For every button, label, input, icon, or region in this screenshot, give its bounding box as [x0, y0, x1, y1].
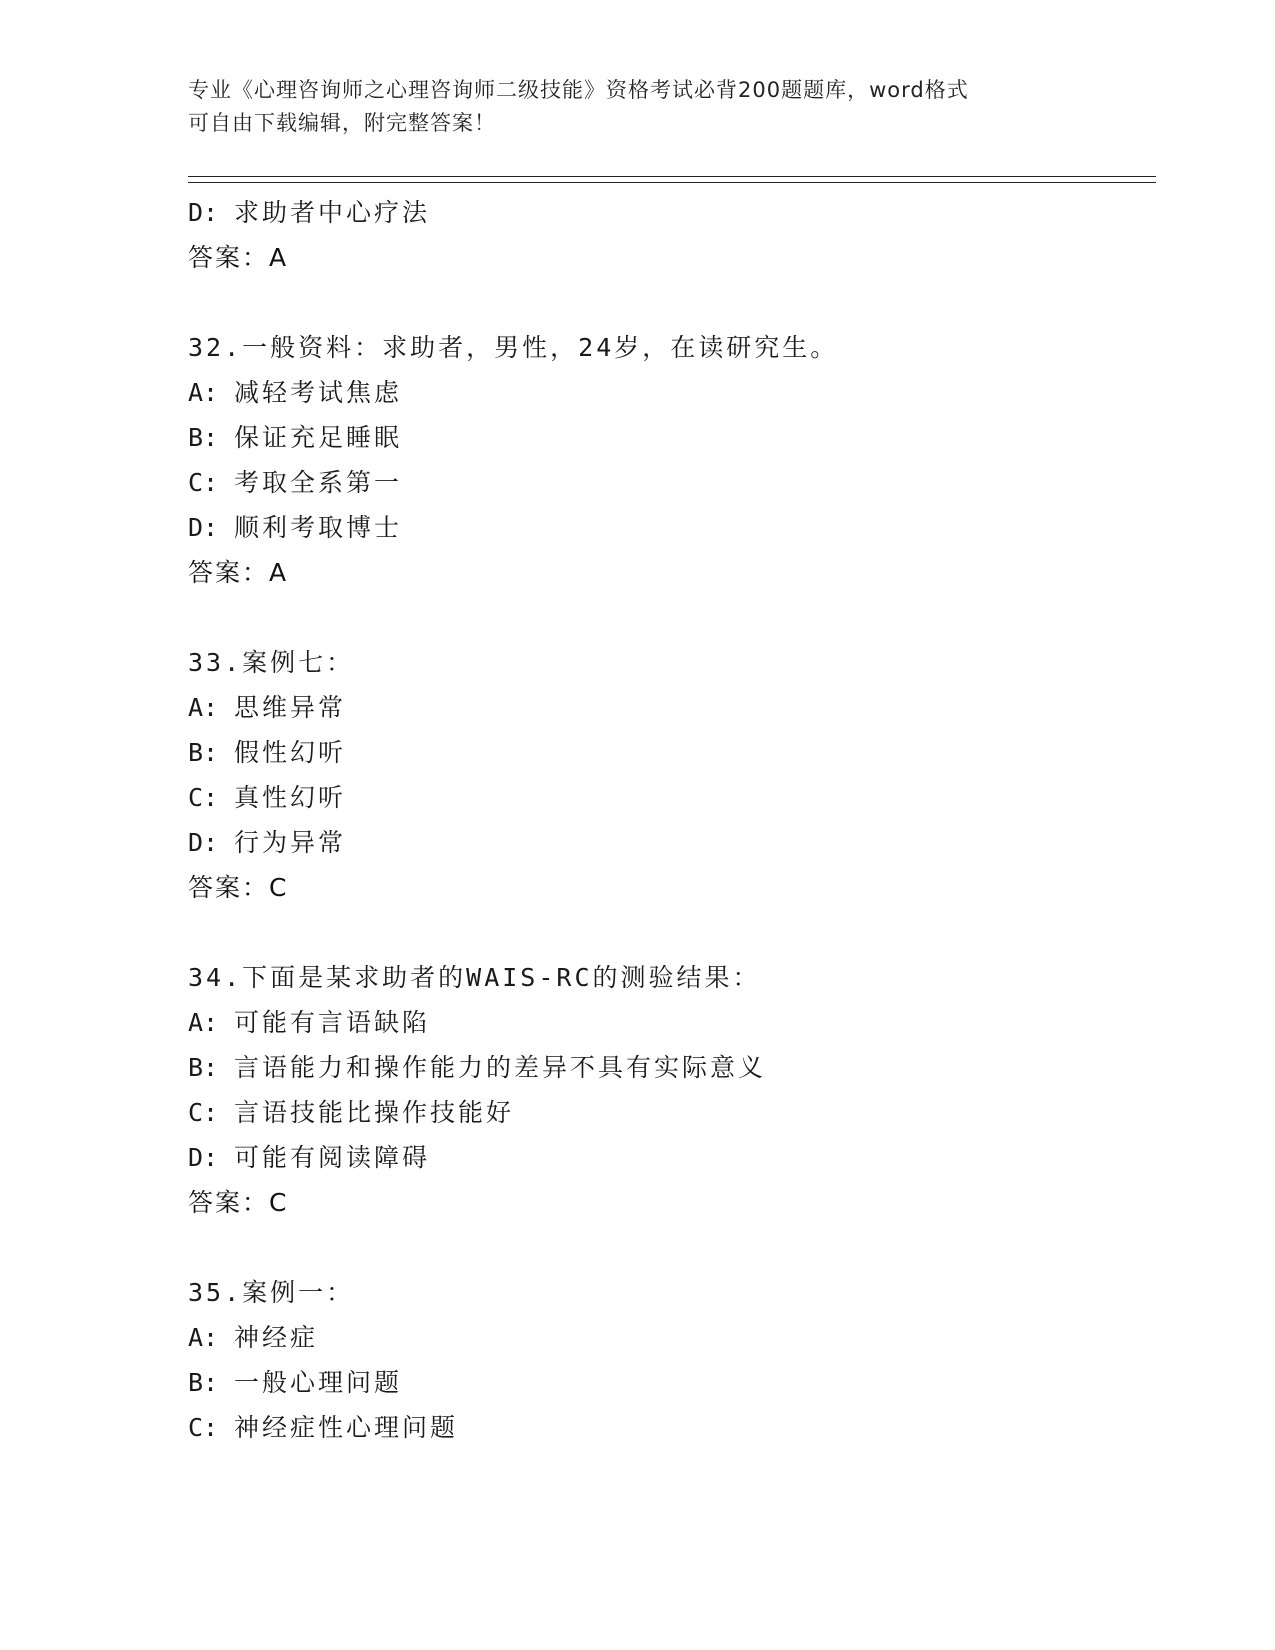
- option-c: [188, 1090, 1156, 1135]
- option-key: A:: [188, 378, 219, 407]
- option-text: 可能有言语缺陷: [234, 1008, 431, 1037]
- option-text: 神经症: [234, 1323, 319, 1352]
- option-text: 行为异常: [234, 828, 347, 857]
- option-d: [188, 190, 1156, 235]
- option-key: C:: [188, 468, 219, 497]
- option-key: D:: [188, 198, 219, 227]
- option-text: 神经症性心理问题: [234, 1413, 459, 1442]
- option-key: B:: [188, 1053, 219, 1082]
- option-text: 可能有阅读障碍: [234, 1143, 431, 1172]
- option-d: [188, 820, 1156, 865]
- header-divider-bottom: [188, 182, 1156, 183]
- option-key: B:: [188, 1368, 219, 1397]
- option-text: 言语能力和操作能力的差异不具有实际意义: [234, 1053, 767, 1082]
- question-stem: 33.案例七：: [188, 648, 355, 677]
- answer-value: C: [269, 873, 289, 902]
- option-key: C:: [188, 783, 219, 812]
- answer-line: [188, 235, 1156, 281]
- document-header: [188, 74, 1088, 140]
- answer-label: 答案：: [188, 558, 270, 587]
- answer-label: 答案：: [188, 243, 270, 272]
- option-key: B:: [188, 423, 219, 452]
- question-stem: 35.案例一：: [188, 1278, 355, 1307]
- option-a: [188, 1315, 1156, 1360]
- header-divider-top: [188, 176, 1156, 177]
- option-b: [188, 1360, 1156, 1405]
- question-list: [188, 190, 1156, 1450]
- question-stem: 34.下面是某求助者的WAIS-RC的测验结果：: [188, 963, 761, 992]
- option-key: C:: [188, 1413, 219, 1442]
- option-key: A:: [188, 1323, 219, 1352]
- option-b: [188, 1045, 1156, 1090]
- answer-label: 答案：: [188, 1188, 270, 1217]
- option-key: A:: [188, 693, 219, 722]
- option-text: 考取全系第一: [234, 468, 403, 497]
- option-text: 保证充足睡眠: [234, 423, 403, 452]
- option-text: 减轻考试焦虑: [234, 378, 403, 407]
- option-b: [188, 730, 1156, 775]
- option-text: 一般心理问题: [234, 1368, 403, 1397]
- option-text: 真性幻听: [234, 783, 347, 812]
- option-c: [188, 1405, 1156, 1450]
- option-b: [188, 415, 1156, 460]
- option-text: 求助者中心疗法: [234, 198, 431, 227]
- option-key: C:: [188, 1098, 219, 1127]
- answer-value: C: [269, 1188, 289, 1217]
- answer-line: [188, 1180, 1156, 1226]
- option-a: [188, 1000, 1156, 1045]
- option-text: 假性幻听: [234, 738, 347, 767]
- question-stem: 32.一般资料：求助者，男性，24岁，在读研究生。: [188, 333, 839, 362]
- option-a: [188, 685, 1156, 730]
- option-text: 思维异常: [234, 693, 347, 722]
- header-title-line2: 可自由下载编辑，附完整答案！: [188, 111, 496, 135]
- option-text: 顺利考取博士: [234, 513, 403, 542]
- header-title-line1: 专业《心理咨询师之心理咨询师二级技能》资格考试必背200题题库，word格式: [188, 78, 969, 102]
- option-c: [188, 460, 1156, 505]
- spacer: [188, 281, 1156, 325]
- option-key: D:: [188, 513, 219, 542]
- option-d: [188, 505, 1156, 550]
- option-key: B:: [188, 738, 219, 767]
- answer-value: A: [269, 243, 289, 272]
- spacer: [188, 596, 1156, 640]
- answer-line: [188, 865, 1156, 911]
- spacer: [188, 1226, 1156, 1270]
- option-a: [188, 370, 1156, 415]
- option-d: [188, 1135, 1156, 1180]
- answer-label: 答案：: [188, 873, 270, 902]
- option-text: 言语技能比操作技能好: [234, 1098, 515, 1127]
- option-key: D:: [188, 1143, 219, 1172]
- answer-value: A: [269, 558, 289, 587]
- answer-line: [188, 550, 1156, 596]
- option-c: [188, 775, 1156, 820]
- option-key: D:: [188, 828, 219, 857]
- spacer: [188, 911, 1156, 955]
- option-key: A:: [188, 1008, 219, 1037]
